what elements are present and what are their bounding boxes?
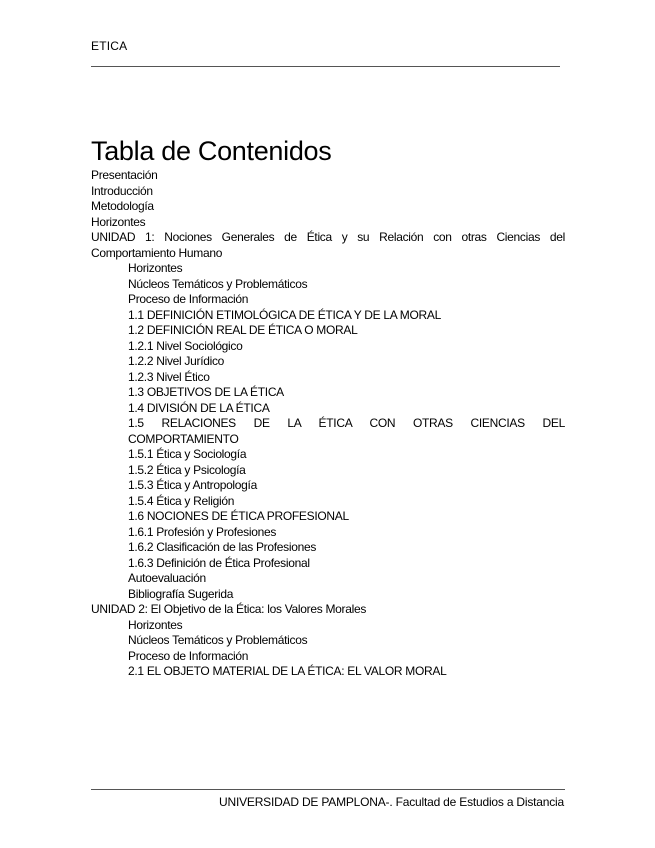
toc-entry-u2-proceso: Proceso de Información — [128, 648, 249, 663]
toc-entry-1-5-line1: 1.5 RELACIONES DE LA ÉTICA CON OTRAS CIENCIAS DEL — [128, 416, 565, 430]
toc-entry-1-5 — [91, 416, 565, 447]
toc-entry-1-1: 1.1 DEFINICIÓN ETIMOLÓGICA DE ÉTICA Y DE LA MORAL — [128, 307, 441, 322]
toc-entry-1-2-1: 1.2.1 Nivel Sociológico — [128, 338, 243, 353]
toc-entry-1-5-4: 1.5.4 Ética y Religión — [128, 493, 235, 508]
toc-entry-1-5-3: 1.5.3 Ética y Antropología — [128, 478, 257, 492]
toc-entry-unidad-1-line2: Comportamiento Humano — [91, 245, 223, 260]
toc-entry-presentacion: Presentación — [91, 168, 158, 182]
toc-entry-unidad-1 — [91, 230, 565, 261]
toc-entry-1-5-line2: COMPORTAMIENTO — [128, 431, 239, 446]
toc-entry-metodologia: Metodología — [91, 199, 154, 213]
toc-entry-u1-nucleos: Núcleos Temáticos y Problemáticos — [128, 276, 308, 291]
toc-entry-1-5-2: 1.5.2 Ética y Psicología — [128, 462, 246, 477]
toc-entry-1-6-3: 1.6.3 Definición de Ética Profesional — [128, 555, 310, 570]
toc-entry-1-2-3: 1.2.3 Nivel Ético — [128, 369, 210, 384]
toc-entry-1-3: 1.3 OBJETIVOS DE LA ÉTICA — [128, 385, 284, 399]
toc-entry-1-6: 1.6 NOCIONES DE ÉTICA PROFESIONAL — [128, 509, 349, 523]
toc-entry-2-1: 2.1 EL OBJETO MATERIAL DE LA ÉTICA: EL VALOR MORAL — [128, 664, 447, 678]
header-divider — [91, 66, 560, 67]
toc-entry-unidad-2: UNIDAD 2: El Objetivo de la Ética: los Valores Morales — [91, 602, 367, 616]
toc-entry-autoevaluacion: Autoevaluación — [128, 571, 206, 585]
toc-entry-u2-nucleos: Núcleos Temáticos y Problemáticos — [128, 633, 308, 647]
page-title: Tabla de Contenidos — [91, 136, 332, 166]
toc-entry-u1-horizontes: Horizontes — [128, 261, 183, 275]
running-footer: UNIVERSIDAD DE PAMPLONA-. Facultad de Estudios a Distancia — [219, 795, 564, 809]
toc-entry-u2-horizontes: Horizontes — [128, 617, 183, 632]
running-header: ETICA — [91, 39, 128, 53]
toc-entry-horizontes: Horizontes — [91, 214, 146, 229]
toc-entry-1-4: 1.4 DIVISIÓN DE LA ÉTICA — [128, 400, 270, 415]
toc-entry-1-6-1: 1.6.1 Profesión y Profesiones — [128, 524, 277, 539]
toc-entry-unidad-1-line1: UNIDAD 1: Nociones Generales de Ética y su Relación con otras Ciencias del — [91, 230, 565, 244]
toc-entry-1-2: 1.2 DEFINICIÓN REAL DE ÉTICA O MORAL — [128, 323, 358, 337]
toc-entry-1-6-2: 1.6.2 Clasificación de las Profesiones — [128, 540, 317, 554]
toc-entry-introduccion: Introducción — [91, 183, 153, 198]
toc-entry-bibliografia: Bibliografía Sugerida — [128, 586, 234, 601]
toc-entry-1-5-1: 1.5.1 Ética y Sociología — [128, 447, 247, 461]
table-of-contents — [91, 168, 565, 680]
toc-entry-1-2-2: 1.2.2 Nivel Jurídico — [128, 354, 225, 368]
footer-divider — [91, 789, 565, 790]
toc-entry-u1-proceso: Proceso de Información — [128, 292, 249, 306]
